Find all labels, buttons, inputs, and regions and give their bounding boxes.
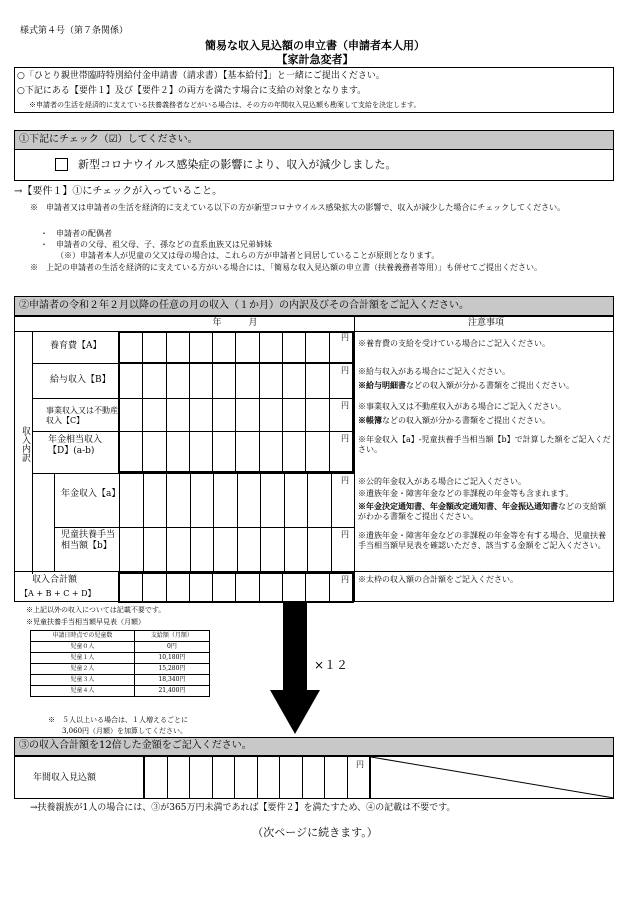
yen-c: 円 (341, 401, 349, 410)
section1-body (14, 149, 614, 181)
intro-box (14, 67, 614, 113)
row-c-label: 事業収入又は不動産収入【C】 (46, 406, 118, 425)
child-allowance-table: 申請日時点での児童数 支給額（月額） 児童０人 0円 児童１人 10,180円 児童２人 15,280円 児童３人 18,340円 児童４人 21,400円 (30, 630, 210, 697)
annual-income-amount[interactable] (143, 757, 371, 798)
checkbox-label: 新型コロナウイルス感染症の影響により、収入が減少しました。 (78, 158, 397, 171)
total-formula: 【A + B + C + D】 (20, 589, 96, 598)
row-sub-b-note: ※遺族年金・障害年金などの非課税の年金等を有する場合、児童扶養手当相当額早見表を確認いただき、該当する金額をご記入ください。 (358, 531, 606, 550)
col-notes: 注意事項 (467, 318, 504, 328)
yen-d: 円 (341, 434, 349, 443)
side-label: 収入内訳 (20, 426, 30, 462)
row-c-amount[interactable] (118, 398, 354, 431)
yen-annual: 円 (356, 760, 364, 769)
col-month: 年 月 (212, 318, 258, 328)
row-d (32, 431, 354, 474)
row-b-note-2: ※給与明細書などの収入額が分かる書類をご提出ください。 (358, 380, 574, 390)
row-a-amount[interactable] (118, 331, 354, 363)
row-a-note: ※養育費の支給を受けている場合にご記入ください。 (358, 339, 550, 348)
row-sub-a-note: ※公的年金収入がある場合にご記入ください。 (358, 477, 526, 486)
row-c-note: ※事業収入又は不動産収入がある場合にご記入ください。 (358, 402, 566, 411)
row-sub-a-note-3: ※年金決定通知書、年金額改定通知書、年金振込通知書などの支給額がわかる書類をご提出ください。 (358, 501, 606, 521)
note-other-income: ※上記以外の収入については記載不要です。 (26, 606, 166, 614)
requirement-1: →【要件１】①にチェックが入っていること。 (14, 186, 223, 197)
req1-bullet-2: ・ 申請者の父母、祖父母、子、孫などの直系血族又は兄弟姉妹 (40, 240, 272, 249)
req1-bullet-1: ・ 申請者の配偶者 (40, 229, 112, 238)
covid-checkbox-row[interactable] (55, 158, 396, 171)
row-sub-a-label: 年金収入【a】 (61, 489, 121, 499)
total-note: ※太枠の収入額の合計額をご記入ください。 (358, 575, 518, 584)
row-sub-a-amount[interactable] (119, 473, 355, 527)
intro-line-2: ○下記にある【要件１】及び【要件２】の両方を満たす場合に支給の対象となります。 (17, 86, 367, 96)
yen-a: 円 (341, 333, 349, 342)
total-row (14, 571, 614, 603)
note-five-plus: ※ ５人以上いる場合は、１人増えるごとに (48, 716, 188, 724)
row-a-label: 養育費【A】 (50, 341, 102, 351)
checkbox[interactable] (55, 158, 68, 171)
row-sub-a (54, 473, 355, 528)
section3-body (14, 756, 614, 799)
note-add-amount: 3,060円（月額）を加算してください。 (62, 727, 188, 735)
diagonal-strike (371, 757, 614, 798)
page-subtitle: 【家計急変者】 (276, 53, 354, 66)
form-number: 様式第４号（第７条関係） (20, 26, 129, 36)
footer-continued: （次ページに続きます。） (252, 826, 378, 839)
intro-line-1: ○「ひとり親世帯臨時特別給付金申請書（請求書）【基本給付】」と一緒にご提出ください。 (17, 71, 385, 81)
page-title: 簡易な収入見込額の申立書（申請者本人用） (205, 39, 425, 52)
row-d-label: 年金相当収入【D】(a-b) (48, 435, 103, 456)
yen-total: 円 (341, 575, 349, 584)
annual-income-label: 年間収入見込額 (33, 773, 97, 783)
row-d-note: ※年金収入【a】-児童扶養手当相当額【b】で計算した額をご記入ください。 (358, 435, 611, 454)
row-sub-b-amount[interactable] (119, 527, 355, 571)
req1-note-1: ※ 申請者又は申請者の生活を経済的に支えている以下の方が新型コロナウイルス感染拡大の影響で、収入が減少した場合にチェックしてください。 (30, 203, 566, 212)
row-b-amount[interactable] (118, 363, 354, 398)
section1-header: ①下記にチェック（☑）してください。 (14, 130, 614, 150)
multiplier: ×１２ (314, 658, 349, 672)
yen-b: 円 (341, 366, 349, 375)
note-table-title: ※児童扶養手当相当額早見表（月額） (26, 618, 145, 626)
yen-sub-b: 円 (341, 530, 349, 539)
row-sub-a-note-2: ※遺族年金・障害年金などの非課税の年金等も含まれます。 (358, 489, 574, 498)
row-b (32, 363, 354, 399)
row-a (32, 331, 354, 364)
row-sub-b (54, 527, 355, 571)
section3-header: ③の収入合計額を12倍した金額をご記入ください。 (14, 737, 614, 756)
row-b-note: ※給与収入がある場合にご記入ください。 (358, 367, 510, 376)
total-label: 収入合計額 (32, 575, 78, 585)
row-c-note-2: ※帳簿などの収入額が分かる書類をご提出ください。 (358, 415, 550, 425)
yen-sub-a: 円 (341, 476, 349, 485)
req1-bullet-3: （※）申請者本人が児童の父又は母の場合は、これらの方が申請者と同居していることが原則となります。 (56, 251, 440, 260)
row-d-amount[interactable] (118, 431, 354, 473)
requirement-2: →扶養親族が1人の場合には、③が365万円未満であれば【要件２】を満たすため、④の記載は不要です。 (30, 803, 456, 813)
total-amount[interactable] (118, 572, 354, 603)
intro-note: ※申請者の生活を経済的に支えている扶養義務者などがいる場合は、その方の年間収入見込額も勘案して支給を決定します。 (29, 101, 421, 109)
section2-header: ②申請者の令和２年２月以降の任意の月の収入（１か月）の内訳及びその合計額をご記入ください。 (14, 296, 614, 316)
row-b-label: 給与収入【B】 (50, 375, 111, 385)
row-c (32, 398, 354, 432)
row-sub-b-label: 児童扶養手当相当額【b】 (61, 530, 116, 551)
req1-note-2: ※ 上記の申請者の生活を経済的に支えている方がいる場合には、「簡易な収入見込額の申立書（扶養義務者等用）」も併せてご提出ください。 (30, 263, 542, 272)
